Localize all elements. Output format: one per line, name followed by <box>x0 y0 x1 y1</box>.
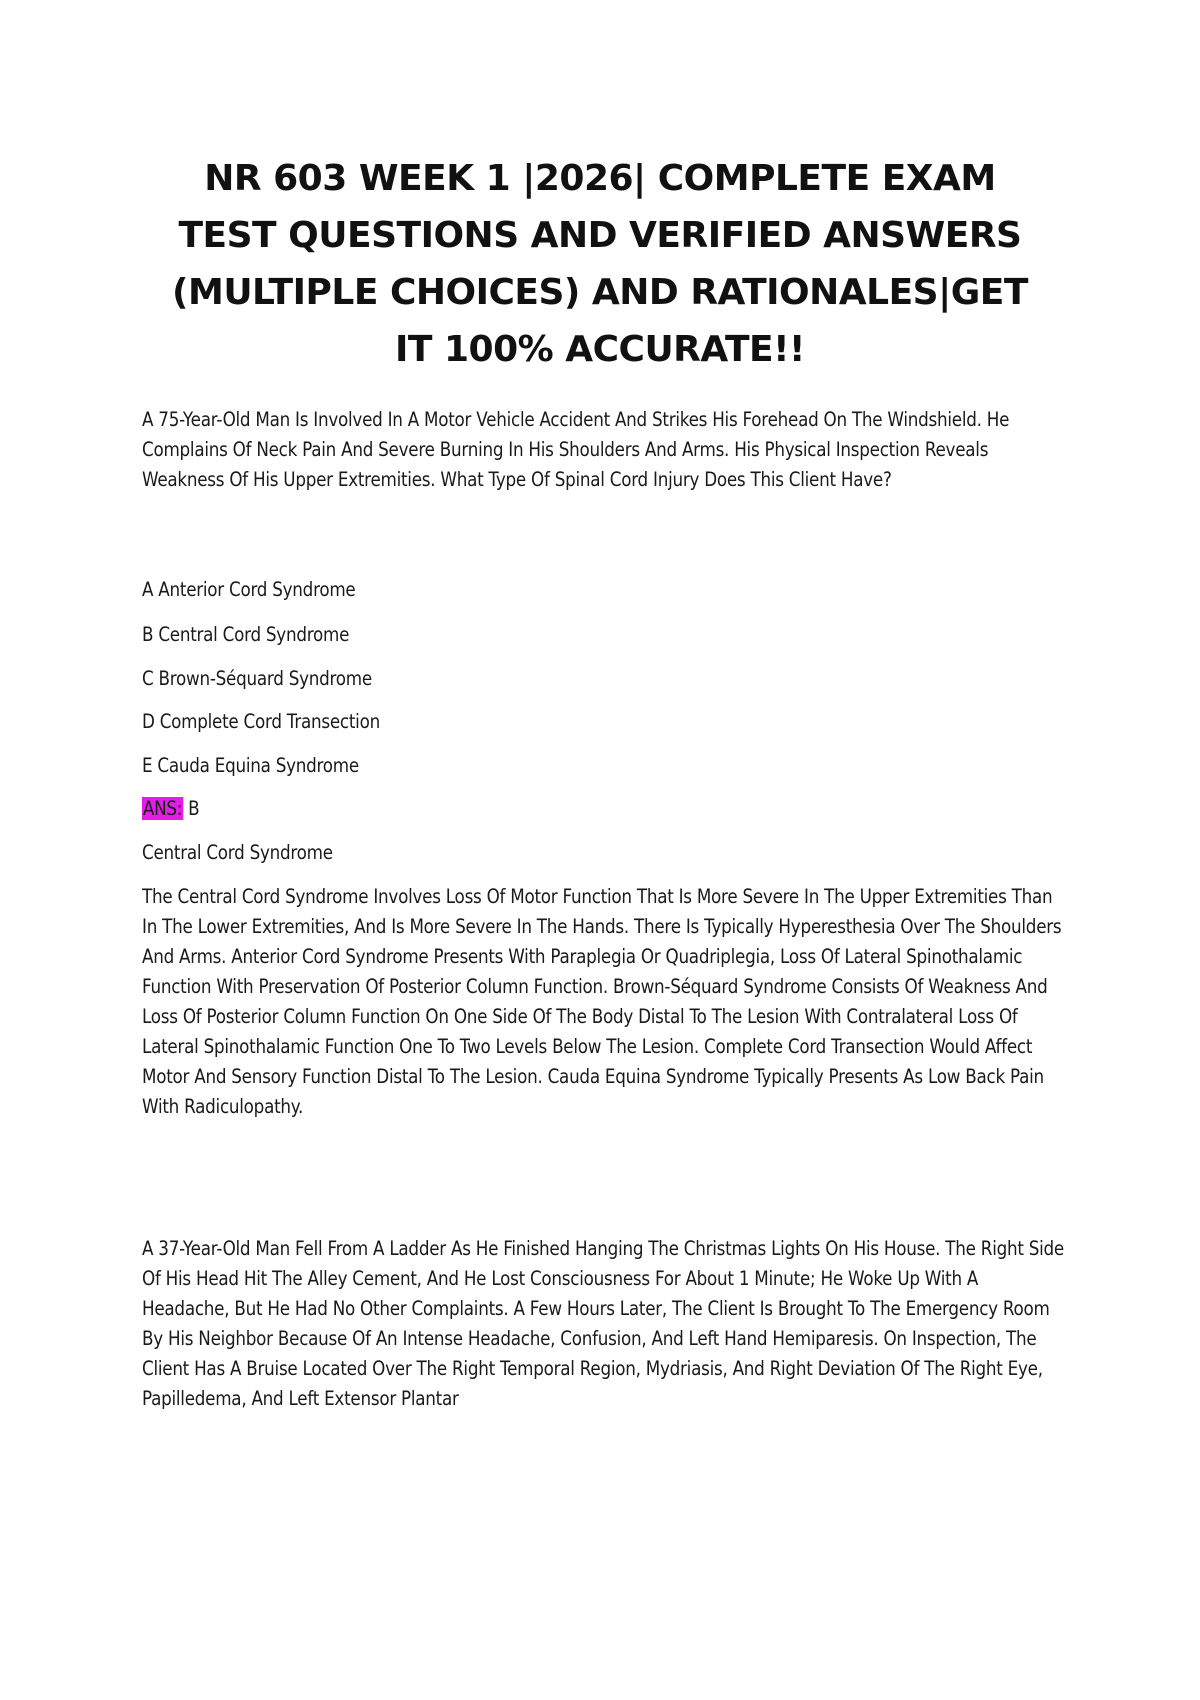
question-1-option-d: D Complete Cord Transection <box>142 710 380 733</box>
question-1-rationale: The Central Cord Syndrome Involves Loss Of Motor Function That Is More Severe In The Upper Extremities Than In The Lower Extremities, And Is More Severe In The Hands. There Is Typically Hyperesthesia Over The Shoulders And Arms. Anterior Cord Syndrome Presents With Paraplegia Or Quadriplegia, Loss Of Lateral Spinothalamic Function With Preservation Of Posterior Column Function. Brown-Séquard Syndrome Consists Of Weakness And Loss Of Posterior Column Function On One Side Of The Body Distal To The Lesion With Contralateral Loss Of Lateral Spinothalamic Function One To Two Levels Below The Lesion. Complete Cord Transection Would Affect Motor And Sensory Function Distal To The Lesion. Cauda Equina Syndrome Typically Presents As Low Back Pain With Radiculopathy. <box>142 885 1062 1118</box>
question-1-answer <box>142 794 199 824</box>
answer-highlight-label: ANS: <box>142 797 183 820</box>
question-1-option-a: A Anterior Cord Syndrome <box>142 578 356 601</box>
question-1-option-e: E Cauda Equina Syndrome <box>142 754 359 777</box>
question-1-stem: A 75-Year-Old Man Is Involved In A Motor Vehicle Accident And Strikes His Forehead On The Windshield. He Complains Of Neck Pain And Severe Burning In His Shoulders And Arms. His Physical Inspection Reveals Weakness Of His Upper Extremities. What Type Of Spinal Cord Injury Does This Client Have? <box>142 408 1010 491</box>
answer-value: B <box>183 797 200 820</box>
question-2-stem: A 37-Year-Old Man Fell From A Ladder As He Finished Hanging The Christmas Lights On His House. The Right Side Of His Head Hit The Alley Cement, And He Lost Consciousness For About 1 Minute; He Woke Up With A Headache, But He Had No Other Complaints. A Few Hours Later, The Client Is Brought To The Emergency Room By His Neighbor Because Of An Intense Headache, Confusion, And Left Hand Hemiparesis. On Inspection, The Client Has A Bruise Located Over The Right Temporal Region, Mydriasis, And Right Deviation Of The Right Eye, Papilledema, And Left Extensor Plantar <box>142 1237 1064 1410</box>
question-1-answer-text: Central Cord Syndrome <box>142 841 333 864</box>
document-title: NR 603 WEEK 1 |2026| COMPLETE EXAM TEST QUESTIONS AND VERIFIED ANSWERS (MULTIPLE CHOICES) AND RATIONALES|GET IT 100% ACCURATE!! <box>172 158 1028 370</box>
question-1-option-b: B Central Cord Syndrome <box>142 623 350 646</box>
question-1-option-c: C Brown-Séquard Syndrome <box>142 667 372 690</box>
